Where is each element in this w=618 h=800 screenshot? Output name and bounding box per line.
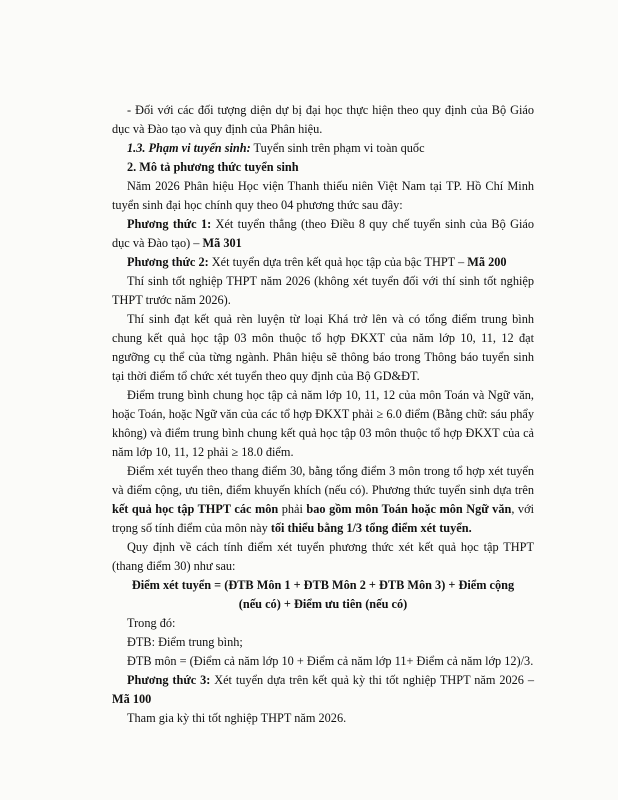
method-3-code: Mã 100	[112, 692, 152, 706]
formula	[112, 576, 534, 614]
method-3-text: Xét tuyển dựa trên kết quả kỳ thi tốt nghiệp THPT năm 2026 –	[210, 673, 534, 687]
method-1-code: Mã 301	[202, 236, 242, 250]
scoring-text-d: bao gồm môn Toán hoặc môn Ngữ văn	[306, 502, 512, 516]
method-2-label: Phương thức 2:	[127, 255, 209, 269]
paragraph-scoring-scale	[112, 462, 534, 538]
scoring-text-a: Điểm xét tuyển theo thang điểm 30, bằng tổng điểm 3 môn trong tổ hợp xét tuyển và điểm cộng, ưu tiên, điểm khuyến khích (nếu có). Phương thức tuyển sinh dựa trên	[112, 464, 534, 497]
formula-line-2: (nếu có) + Điểm ưu tiên (nếu có)	[238, 597, 408, 611]
paragraph-conduct-threshold: Thí sinh đạt kết quả rèn luyện từ loại Khá trở lên và có tổng điểm trung bình chung kết quả học tập 03 môn thuộc tổ hợp ĐKXT của năm lớp 10, 11, 12 đạt ngưỡng cụ thể của từng ngành. Phân hiệu sẽ thông báo trong Thông báo tuyển sinh tại thời điểm tổ chức xét tuyển theo quy định của Bộ GD&ĐT.	[112, 312, 534, 383]
section-heading-text: 2. Mô tả phương thức tuyển sinh	[127, 160, 299, 174]
method-2-code: Mã 200	[467, 255, 507, 269]
paragraph-dtb-formula: ĐTB môn = (Điểm cả năm lớp 10 + Điểm cả năm lớp 11+ Điểm cả năm lớp 12)/3.	[127, 654, 534, 668]
method-1-text: Xét tuyển thẳng (theo Điều 8 quy chế tuyển sinh của Bộ Giáo dục và Đào tạo) –	[112, 217, 534, 250]
paragraph-exam-participation: Tham gia kỳ thi tốt nghiệp THPT năm 2026.	[127, 711, 347, 725]
paragraph-scope	[112, 139, 534, 158]
paragraph-intro: Năm 2026 Phân hiệu Học viện Thanh thiếu niên Việt Nam tại TP. Hồ Chí Minh tuyển sinh đại học chính quy theo 04 phương thức sau đây:	[112, 179, 534, 212]
method-1	[112, 215, 534, 253]
scope-text: Tuyển sinh trên phạm vi toàn quốc	[250, 141, 425, 155]
scoring-text-e: , với trọng số tính điểm của môn này	[112, 502, 534, 535]
scope-label: 1.3. Phạm vi tuyển sinh:	[127, 141, 251, 155]
method-3-label: Phương thức 3:	[127, 673, 211, 687]
method-2	[112, 253, 534, 272]
paragraph-graduation-year: Thí sinh tốt nghiệp THPT năm 2026 (không xét tuyển đối với thí sinh tốt nghiệp THPT trước năm 2026).	[112, 274, 534, 307]
paragraph-formula-intro: Quy định về cách tính điểm xét tuyển phương thức xét kết quả học tập THPT (thang điểm 30) như sau:	[112, 540, 534, 573]
formula-line-1: Điểm xét tuyển = (ĐTB Môn 1 + ĐTB Môn 2 + ĐTB Môn 3) + Điểm cộng	[131, 578, 515, 592]
scoring-text-b: kết quả học tập THPT các môn	[112, 502, 279, 516]
scoring-text-f: tối thiểu bằng 1/3 tổng điểm xét tuyển.	[270, 521, 472, 535]
scoring-text-c: phải	[278, 502, 307, 516]
method-2-text: Xét tuyển dựa trên kết quả học tập của bậc THPT –	[208, 255, 468, 269]
paragraph-reserve-students: - Đối với các đối tượng diện dự bị đại học thực hiện theo quy định của Bộ Giáo dục và Đào tạo và quy định của Phân hiệu.	[112, 103, 534, 136]
paragraph-dtb-definition: ĐTB: Điểm trung bình;	[127, 635, 243, 649]
section-heading-methods	[112, 158, 534, 177]
method-1-label: Phương thức 1:	[127, 217, 212, 231]
paragraph-score-minimum: Điểm trung bình chung học tập cả năm lớp 10, 11, 12 của môn Toán và Ngữ văn, hoặc Toán, hoặc Ngữ văn của các tổ hợp ĐKXT phải ≥ 6.0 điểm (Bằng chữ: sáu phẩy không) và điểm trung bình chung kết quả học tập 03 môn thuộc tổ hợp ĐKXT của cả năm lớp 10, 11, 12 phải ≥ 18.0 điểm.	[112, 388, 534, 459]
paragraph-where: Trong đó:	[127, 616, 176, 630]
method-3	[112, 671, 534, 709]
